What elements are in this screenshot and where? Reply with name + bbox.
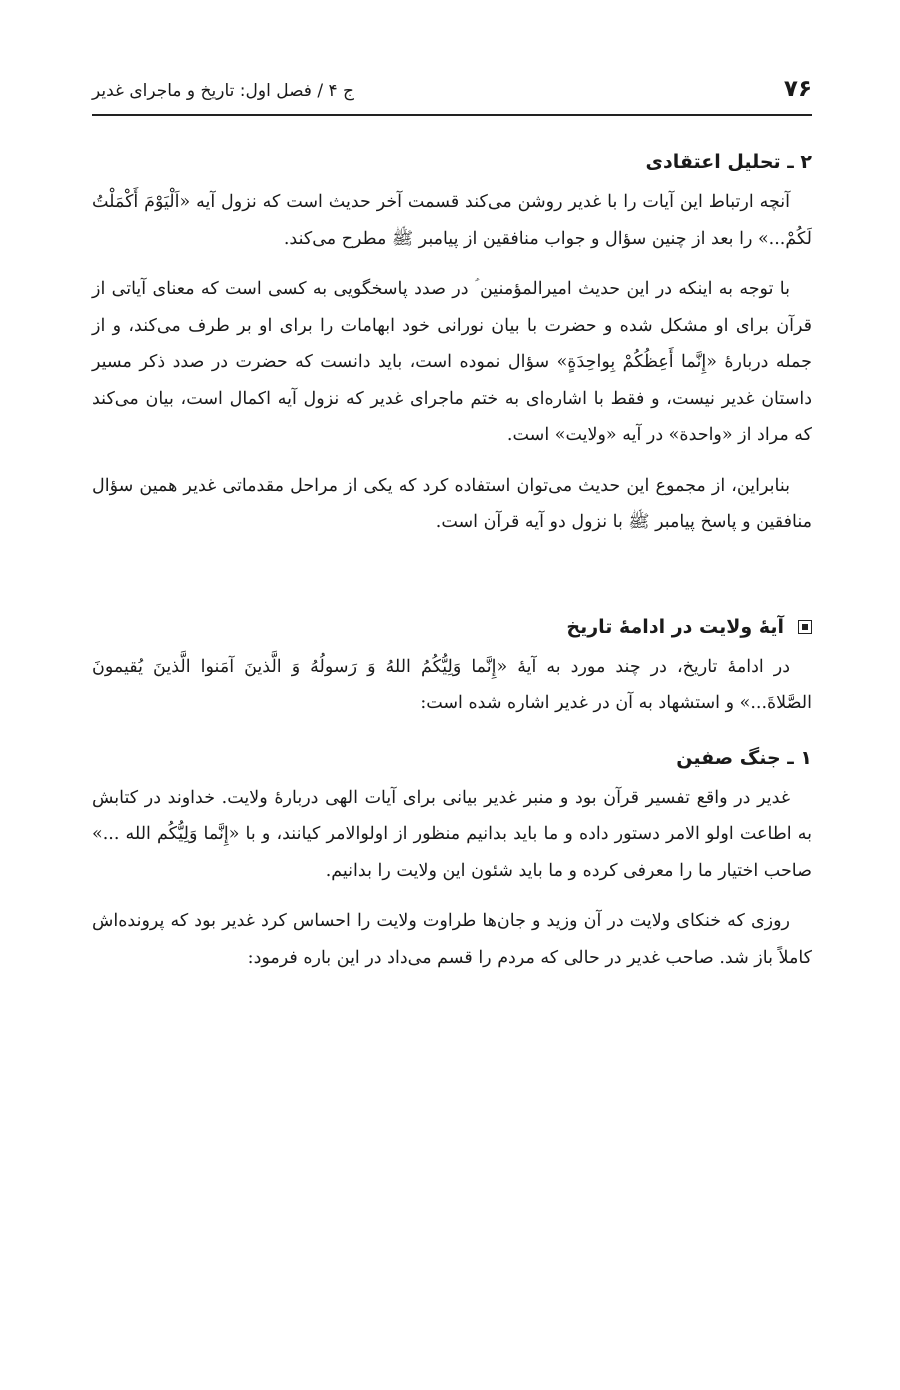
section-heading-doctrinal-analysis: ۲ ـ تحلیل اعتقادی — [645, 151, 812, 173]
page-number: ۷۶ — [783, 76, 812, 102]
paragraph: بنابراین، از مجموع این حدیث می‌توان استفاده کرد که یکی از مراحل مقدماتی غدیر همین سؤال منافقین و پاسخ پیامبر ﷺ با نزول دو آیه قرآن است. — [92, 475, 812, 532]
paragraph: غدیر در واقع تفسیر قرآن بود و منبر غدیر بیانی برای آیات الهی دربارهٔ ولایت. خداوند در کتابش به اطاعت اولو الامر دستور داده و ما باید بدانیم منظور از اولوالامر کیانند، و با «إِنَّما وَلِیُّكُم الله ...» صاحب اختیار ما را معرفی کرده و ما باید شئون این ولایت را بدانیم. — [92, 787, 812, 881]
book-page — [92, 0, 812, 1390]
paragraph: روزی که خنکای ولایت در آن وزید و جان‌ها طراوت ولایت را احساس کرد غدیر بود که پرونده‌اش کاملاً باز شد. صاحب غدیر در حالی که مردم را قسم می‌داد در این باره فرمود: — [92, 911, 812, 968]
running-head: ج ۴ / فصل اول: تاریخ و ماجرای غدیر — [92, 81, 355, 101]
paragraph: آنچه ارتباط این آیات را با غدیر روشن می‌کند قسمت آخر حدیث است که نزول آیه «اَلْیَوْمَ أَكْمَلْتُ لَكُمْ...» را بعد از چنین سؤال و جواب منافقین از پیامبر ﷺ مطرح می‌کند. — [92, 192, 812, 249]
page-header — [92, 74, 812, 116]
square-bullet-icon — [798, 620, 812, 634]
page-body — [92, 140, 812, 976]
paragraph: در ادامهٔ تاریخ، در چند مورد به آیهٔ «إِنَّما وَلِیُّكُمُ اللهُ وَ رَسولُهُ وَ الَّذینَ آمَنوا الَّذینَ یُقیمونَ الصَّلاةَ...» و استشهاد به آن در غدیر اشاره شده است: — [92, 656, 812, 713]
section-heading-verse-of-wilayah — [92, 605, 812, 649]
section-heading-text: آیهٔ ولایت در ادامهٔ تاریخ — [566, 615, 784, 638]
paragraph: با توجه به اینکه در این حدیث امیرالمؤمنین ؑ در صدد پاسخگویی به کسی است که معنای آیاتی از قرآن برای او مشکل شده و حضرت با بیان نورانی خود ابهامات را برای او بر طرف می‌کند، و از جمله دربارهٔ «إِنَّما أَعِظُكُمْ بِواحِدَةٍ» سؤال نموده است، باید دانست که حضرت در صدد ذکر مسیر داستان غدیر نیست، و فقط با اشاره‌ای به ختم ماجرای غدیر که نزول آیه اکمال است، بیان می‌کند که مراد از «واحدة» در آیه «ولایت» است. — [92, 279, 812, 445]
section-heading-battle-of-siffin: ۱ ـ جنگ صفین — [676, 746, 812, 769]
